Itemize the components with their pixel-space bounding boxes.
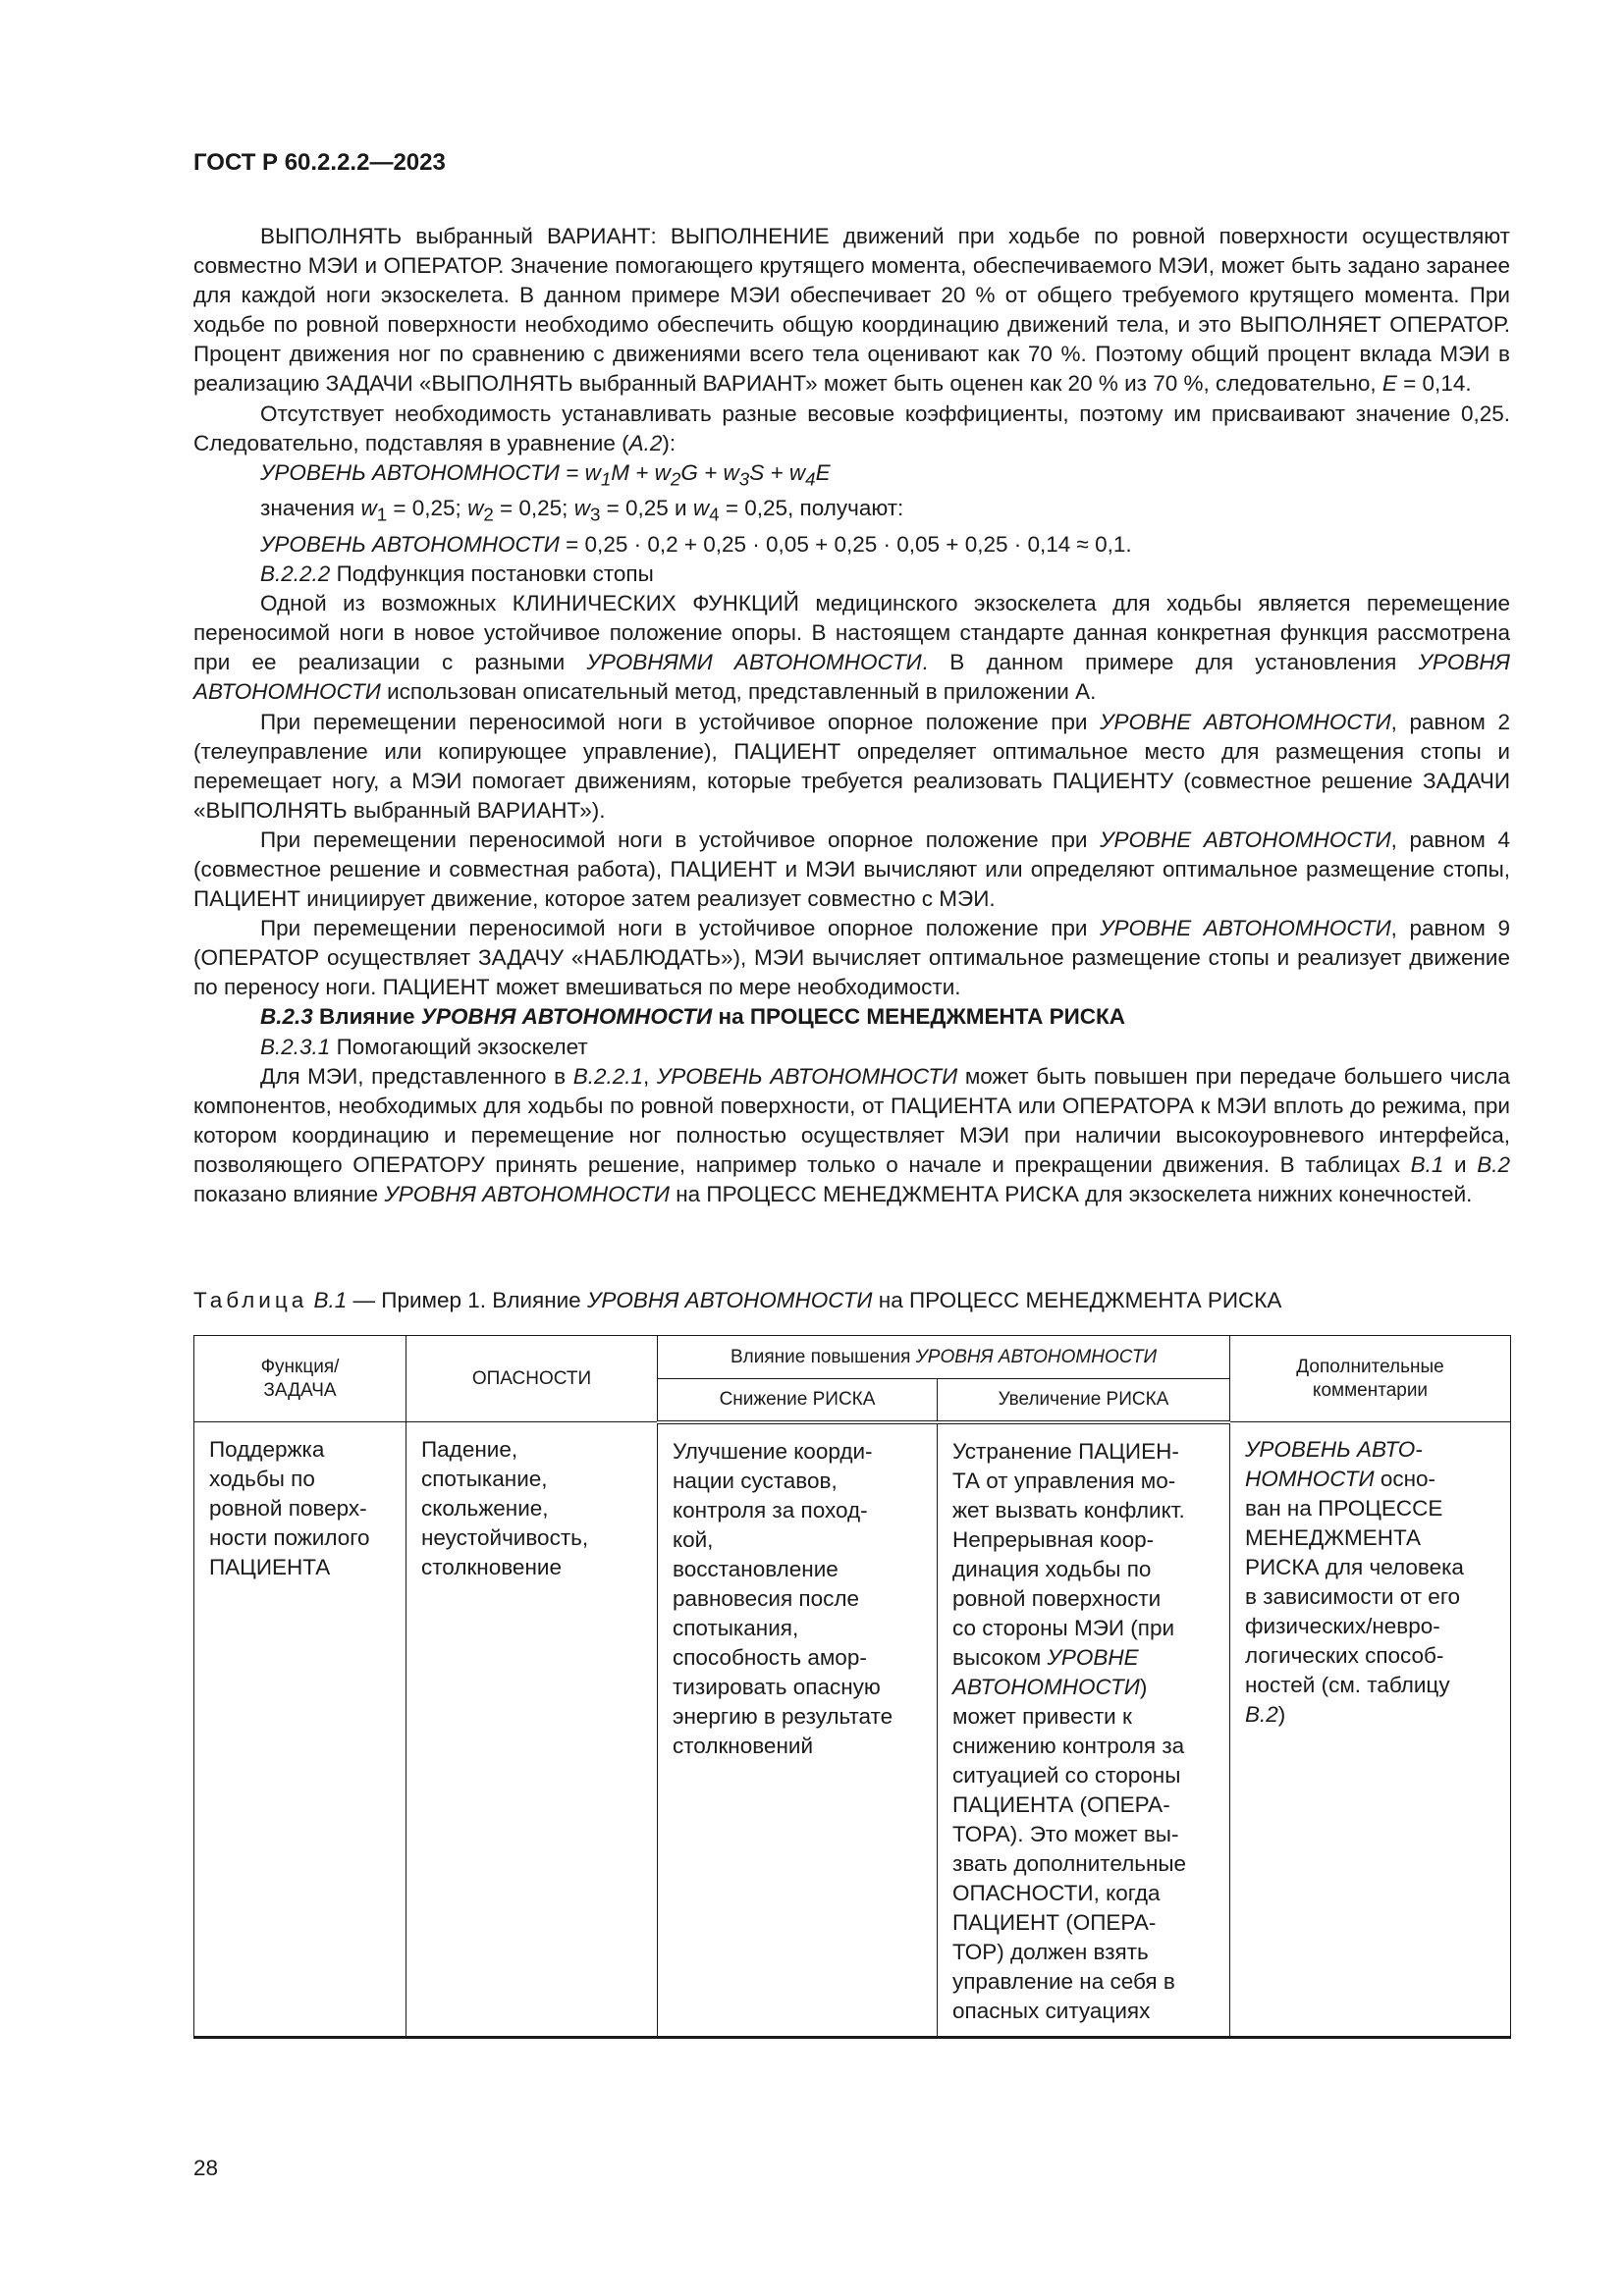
paragraph-autonomy-level-4: При перемещении переносимой ноги в устойчивое опорное положение при УРОВНЕ АВТОНОМНОСТИ, равном 4 (совместное решение и совместная работа), ПАЦИЕНТ и МЭИ вычисляют или определяют оптимальное размещение стопы, ПАЦИЕНТ инициирует движение, которое затем реализует совместно с МЭИ.	[193, 827, 1511, 912]
cell-comments: УРОВЕНЬ АВТО- НОМНОСТИ осно- ван на ПРОЦЕССЕ МЕНЕДЖМЕНТА РИСКА для человека в зависимости от его физических/невро- логических способ- ностей (см. таблицу B.2)	[1230, 1422, 1511, 2038]
header-comments: Дополнительные комментарии	[1230, 1336, 1511, 1422]
paragraph-execute-variant: ВЫПОЛНЯТЬ выбранный ВАРИАНТ: ВЫПОЛНЕНИЕ движений при ходьбе по ровной поверхности осуществляют совместно МЭИ и ОПЕРАТОР. Значение помогающего крутящего момента, обеспечиваемого МЭИ, может быть задано заранее для каждой ноги экзоскелета. В данном примере МЭИ обеспечивает 20 % от общего требуемого крутящего момента. При ходьбе по ровной поверхности необходимо обеспечить общую координацию движений тела, и это ВЫПОЛНЯЕТ ОПЕРАТОР. Процент движения ног по сравнению с движениями всего тела оценивают как 70 %. Поэтому общий процент вклада МЭИ в реализацию ЗАДАЧИ «ВЫПОЛНЯТЬ выбранный ВАРИАНТ» может быть оценен как 20 % из 70 %, следовательно, E = 0,14.	[193, 224, 1510, 397]
document-header: ГОСТ Р 60.2.2.2—2023	[193, 149, 446, 176]
cell-function: Поддержка ходьбы по ровной поверх- ности пожилого ПАЦИЕНТА	[194, 1422, 406, 2038]
header-risk-increase: Увеличение РИСКА	[938, 1379, 1230, 1422]
paragraph-weight-coefficients: Отсутствует необходимость устанавливать разные весовые коэффициенты, поэтому им присваивают значение 0,25. Следовательно, подставляя в уравнение (A.2):	[193, 400, 1510, 455]
table-caption: Таблица B.1 — Пример 1. Влияние УРОВНЯ АВТОНОМНОСТИ на ПРОЦЕСС МЕНЕДЖМЕНТА РИСКА	[193, 1288, 1282, 1312]
cell-risk-decrease: Улучшение коорди- нации суставов, контроля за поход- кой, восстановление равновесия после спотыкания, способность амор- тизировать опасную энергию в результате столкновений	[658, 1422, 938, 2038]
header-hazards: ОПАСНОСТИ	[406, 1336, 658, 1422]
header-influence: Влияние повышения УРОВНЯ АВТОНОМНОСТИ	[658, 1336, 1230, 1379]
header-function: Функция/ ЗАДАЧА	[194, 1336, 406, 1422]
section-heading-b2-3-1: B.2.3.1 Помогающий экзоскелет	[260, 1034, 588, 1059]
section-heading-b2-2-2: B.2.2.2 Подфункция постановки стопы	[260, 561, 654, 587]
header-risk-decrease: Снижение РИСКА	[658, 1379, 938, 1422]
body-text	[193, 222, 1510, 1209]
table-row	[194, 1422, 1511, 2038]
paragraph-foot-placement: Одной из возможных КЛИНИЧЕСКИХ ФУНКЦИЙ медицинского экзоскелета для ходьбы является перемещение переносимой ноги в новое устойчивое положение опоры. В настоящем стандарте данная конкретная функция рассмотрена при ее реализации с разными УРОВНЯМИ АВТОНОМНОСТИ. В данном примере для установления УРОВНЯ АВТОНОМНОСТИ использован описательный метод, представленный в приложении А.	[193, 591, 1510, 705]
equation-autonomy-result: УРОВЕНЬ АВТОНОМНОСТИ = 0,25 · 0,2 + 0,25 · 0,05 + 0,25 · 0,05 + 0,25 · 0,14 ≈ 0,1.	[260, 531, 1132, 557]
risk-table	[193, 1335, 1511, 2039]
weight-values-line: значения $w_1 = 0,25$; $w_2 = 0,25$; $w_3 = 0,25$ и $w_4 = 0,25$, получают:	[260, 496, 904, 525]
paragraph-assisting-exoskeleton: Для МЭИ, представленного в B.2.2.1, УРОВЕНЬ АВТОНОМНОСТИ может быть повышен при передаче большего числа компонентов, необходимых для ходьбы по ровной поверхности, от ПАЦИЕНТА или ОПЕРАТОРА к МЭИ вплоть до режима, при котором координацию и перемещение ног полностью осуществляет МЭИ при наличии высокоуровневого интерфейса, позволяющего ОПЕРАТОРУ принять решение, например только о начале и прекращении движения. В таблицах B.1 и B.2 показано влияние УРОВНЯ АВТОНОМНОСТИ на ПРОЦЕСС МЕНЕДЖМЕНТА РИСКА для экзоскелета нижних конечностей.	[193, 1063, 1510, 1206]
equation-autonomy-formula: УРОВЕНЬ АВТОНОМНОСТИ = $w_1M + w_2G + w_3S + w_4E$	[260, 459, 831, 490]
page-number: 28	[193, 2156, 219, 2180]
paragraph-autonomy-level-2: При перемещении переносимой ноги в устойчивое опорное положение при УРОВНЕ АВТОНОМНОСТИ, равном 2 (телеуправление или копирующее управление), ПАЦИЕНТ определяет оптимальное место для размещения стопы и перемещает ногу, а МЭИ помогает движениям, которые требуется реализовать ПАЦИЕНТУ (совместное решение ЗАДАЧИ «ВЫПОЛНЯТЬ выбранный ВАРИАНТ»).	[193, 709, 1511, 823]
section-heading-b2-3: B.2.3 Влияние УРОВНЯ АВТОНОМНОСТИ на ПРОЦЕСС МЕНЕДЖМЕНТА РИСКА	[260, 1004, 1126, 1030]
cell-hazards: Падение, спотыкание, скольжение, неустойчивость, столкновение	[406, 1422, 658, 2038]
cell-risk-increase: Устранение ПАЦИЕН- ТА от управления мо- жет вызвать конфликт. Непрерывная коор- динация ходьбы по ровной поверхности со стороны МЭИ (при высоком УРОВНЕ АВТОНОМНОСТИ) может привести к снижению контроля за ситуацией со стороны ПАЦИЕНТА (ОПЕРА- ТОРА). Это может вы- звать дополнительные ОПАСНОСТИ, когда ПАЦИЕНТ (ОПЕРА- ТОР) должен взять управление на себя в опасных ситуациях	[938, 1422, 1230, 2038]
paragraph-autonomy-level-9: При перемещении переносимой ноги в устойчивое опорное положение при УРОВНЕ АВТОНОМНОСТИ, равном 9 (ОПЕРАТОР осуществляет ЗАДАЧУ «НАБЛЮДАТЬ»), МЭИ вычисляет оптимальное размещение стопы и реализует движение по переносу ноги. ПАЦИЕНТ может вмешиваться по мере необходимости.	[193, 916, 1511, 1000]
